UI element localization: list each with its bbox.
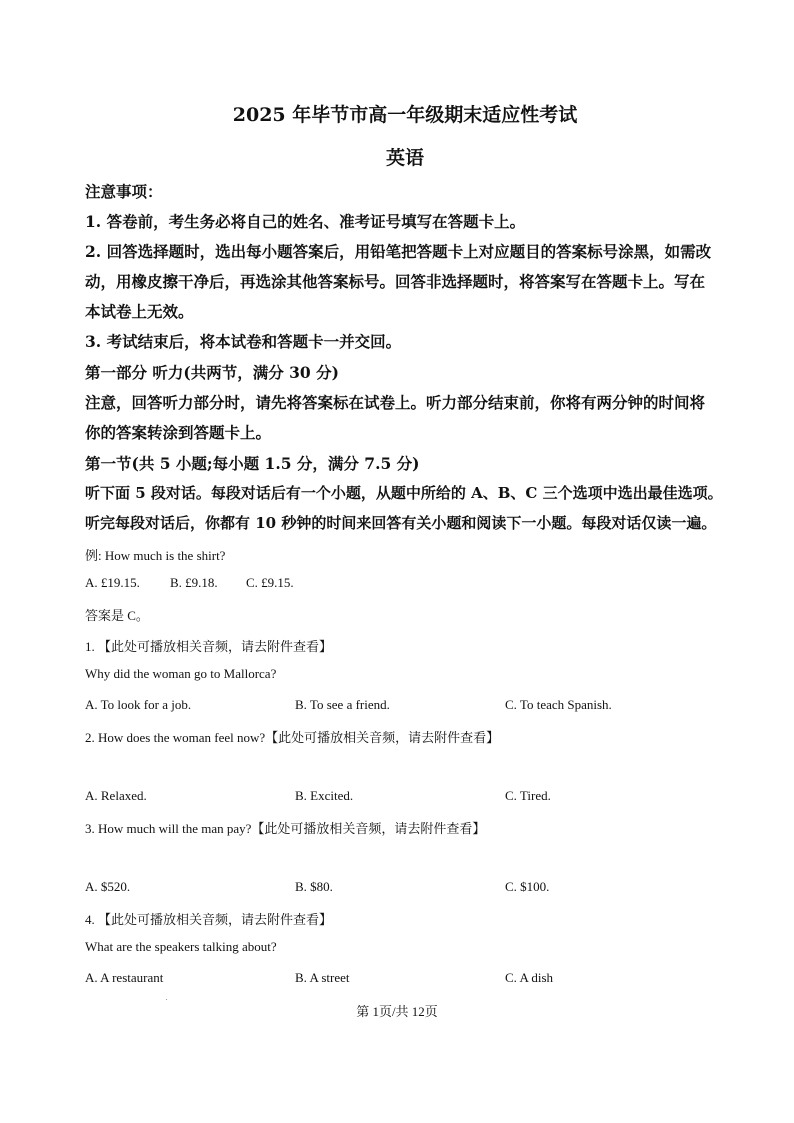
- question-2-text: 2. How does the woman feel now?【此处可播放相关音频，请去附件查看】: [85, 730, 500, 745]
- section1-heading: 第一节(共 5 小题;每小题 1.5 分，满分 7.5 分): [85, 454, 420, 473]
- note-item-3: 3. 考试结束后，将本试卷和答题卡一并交回。: [85, 332, 402, 351]
- subject-title: 英语: [385, 147, 424, 169]
- part1-note-line-1: 注意，回答听力部分时，请先将答案标在试卷上。听力部分结束前，你将有两分钟的时间将: [85, 393, 706, 412]
- example-option-a: A. £19.15.: [85, 575, 140, 590]
- question-1-text: Why did the woman go to Mallorca?: [85, 666, 277, 681]
- question-1-option-b: B. To see a friend.: [295, 697, 390, 712]
- stray-dot: [166, 999, 167, 1000]
- question-4-audio-line: 4. 【此处可播放相关音频，请去附件查看】: [85, 912, 333, 927]
- part1-note-line-2: 你的答案转涂到答题卡上。: [85, 423, 272, 442]
- question-4-option-c: C. A dish: [505, 970, 554, 985]
- section1-instruction-line-1: 听下面 5 段对话。每段对话后有一个小题，从题中所给的 A、B、C 三个选项中选出最佳选项。: [85, 484, 723, 502]
- note-item-1: 1. 答卷前，考生务必将自己的姓名、准考证号填写在答题卡上。: [85, 212, 526, 231]
- note-item-2-line-1: 2. 回答选择题时，选出每小题答案后，用铅笔把答题卡上对应题目的答案标号涂黑，如需改: [85, 242, 712, 261]
- section1-instruction-line-2: 听完每段对话后，你都有 10 秒钟的时间来回答有关小题和阅读下一小题。每段对话仅读一遍。: [85, 514, 717, 532]
- question-3-text: 3. How much will the man pay?【此处可播放相关音频，请去附件查看】: [85, 821, 486, 836]
- question-3-option-a: A. $520.: [85, 879, 131, 894]
- question-3-option-b: B. $80.: [295, 879, 333, 894]
- example-question: 例: How much is the shirt?: [85, 548, 226, 563]
- example-answer: 答案是 C。: [85, 608, 149, 623]
- exam-title: 2025 年毕节市高一年级期末适应性考试: [232, 104, 578, 126]
- question-4-option-a: A. A restaurant: [85, 970, 164, 985]
- question-2-option-b: B. Excited.: [295, 788, 354, 803]
- question-2-option-c: C. Tired.: [505, 788, 551, 803]
- note-item-2-line-3: 本试卷上无效。: [85, 302, 194, 321]
- notes-heading: 注意事项：: [85, 182, 163, 201]
- page-number: 第 1页/共 12页: [356, 1004, 438, 1019]
- question-2-option-a: A. Relaxed.: [85, 788, 147, 803]
- question-4-text: What are the speakers talking about?: [85, 939, 277, 954]
- part1-heading: 第一部分 听力(共两节，满分 30 分): [85, 363, 339, 382]
- question-3-option-c: C. $100.: [505, 879, 550, 894]
- question-4-option-b: B. A street: [295, 970, 350, 985]
- question-1-option-a: A. To look for a job.: [85, 697, 192, 712]
- example-option-b: B. £9.18.: [170, 575, 218, 590]
- question-1-audio-line: 1. 【此处可播放相关音频，请去附件查看】: [85, 639, 333, 654]
- question-1-option-c: C. To teach Spanish.: [505, 697, 612, 712]
- note-item-2-line-2: 动，用橡皮擦干净后，再选涂其他答案标号。回答非选择题时，将答案写在答题卡上。写在: [85, 272, 706, 291]
- example-option-c: C. £9.15.: [246, 575, 294, 590]
